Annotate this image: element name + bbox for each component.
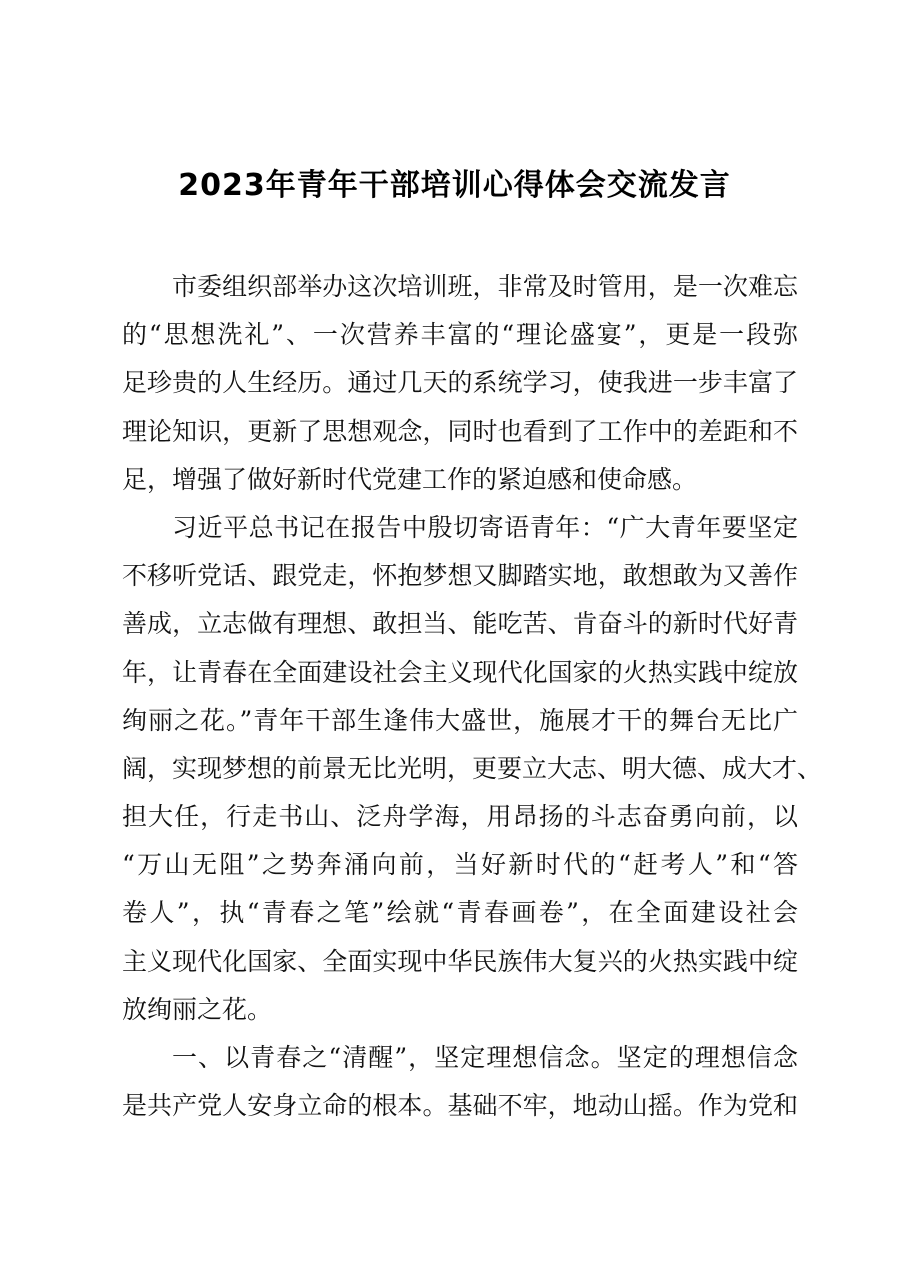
text-line: 足珍贵的人生经历。通过几天的系统学习，使我进一步丰富了 (122, 368, 798, 398)
text-line: 习近平总书记在报告中殷切寄语青年：“广大青年要坚定 (172, 512, 798, 542)
text-line: 市委组织部举办这次培训班，非常及时管用，是一次难忘 (172, 272, 798, 301)
text-line: 放绚丽之花。 (122, 994, 273, 1024)
text-line: 是共产党人安身立命的根本。基础不牢，地动山摇。作为党和 (122, 1091, 798, 1121)
text-line: 足，增强了做好新时代党建工作的紧迫感和使命感。 (122, 464, 698, 494)
text-line: 主义现代化国家、全面实现中华民族伟大复兴的火热实践中绽 (122, 946, 798, 976)
text-line: 善成，立志做有理想、敢担当、能吃苦、肯奋斗的新时代好青 (122, 609, 798, 639)
text-line: 阔，实现梦想的前景无比光明，更要立大志、明大德、成大才、 (122, 753, 823, 783)
text-line: 年，让青春在全面建设社会主义现代化国家的火热实践中绽放 (122, 657, 798, 687)
text-line: 的“思想洗礼”、一次营养丰富的“理论盛宴”，更是一段弥 (122, 320, 798, 350)
document-title: 2023年青年干部培训心得体会交流发言 (178, 168, 731, 203)
text-line: 担大任，行走书山、泛舟学海，用昂扬的斗志奋勇向前，以 (122, 802, 798, 832)
text-line: 绚丽之花。”青年干部生逢伟大盛世，施展才干的舞台无比广 (122, 705, 798, 735)
text-line: 卷人”，执“青春之笔”绘就“青春画卷”，在全面建设社会 (122, 898, 798, 928)
text-line: 不移听党话、跟党走，怀抱梦想又脚踏实地，敢想敢为又善作 (122, 561, 798, 591)
text-line: 理论知识，更新了思想观念，同时也看到了工作中的差距和不 (122, 416, 798, 446)
text-line: “万山无阻”之势奔涌向前，当好新时代的“赶考人”和“答 (122, 850, 798, 880)
text-line: 一、以青春之“清醒”，坚定理想信念。坚定的理想信念 (172, 1043, 798, 1072)
document-body (122, 263, 823, 1130)
